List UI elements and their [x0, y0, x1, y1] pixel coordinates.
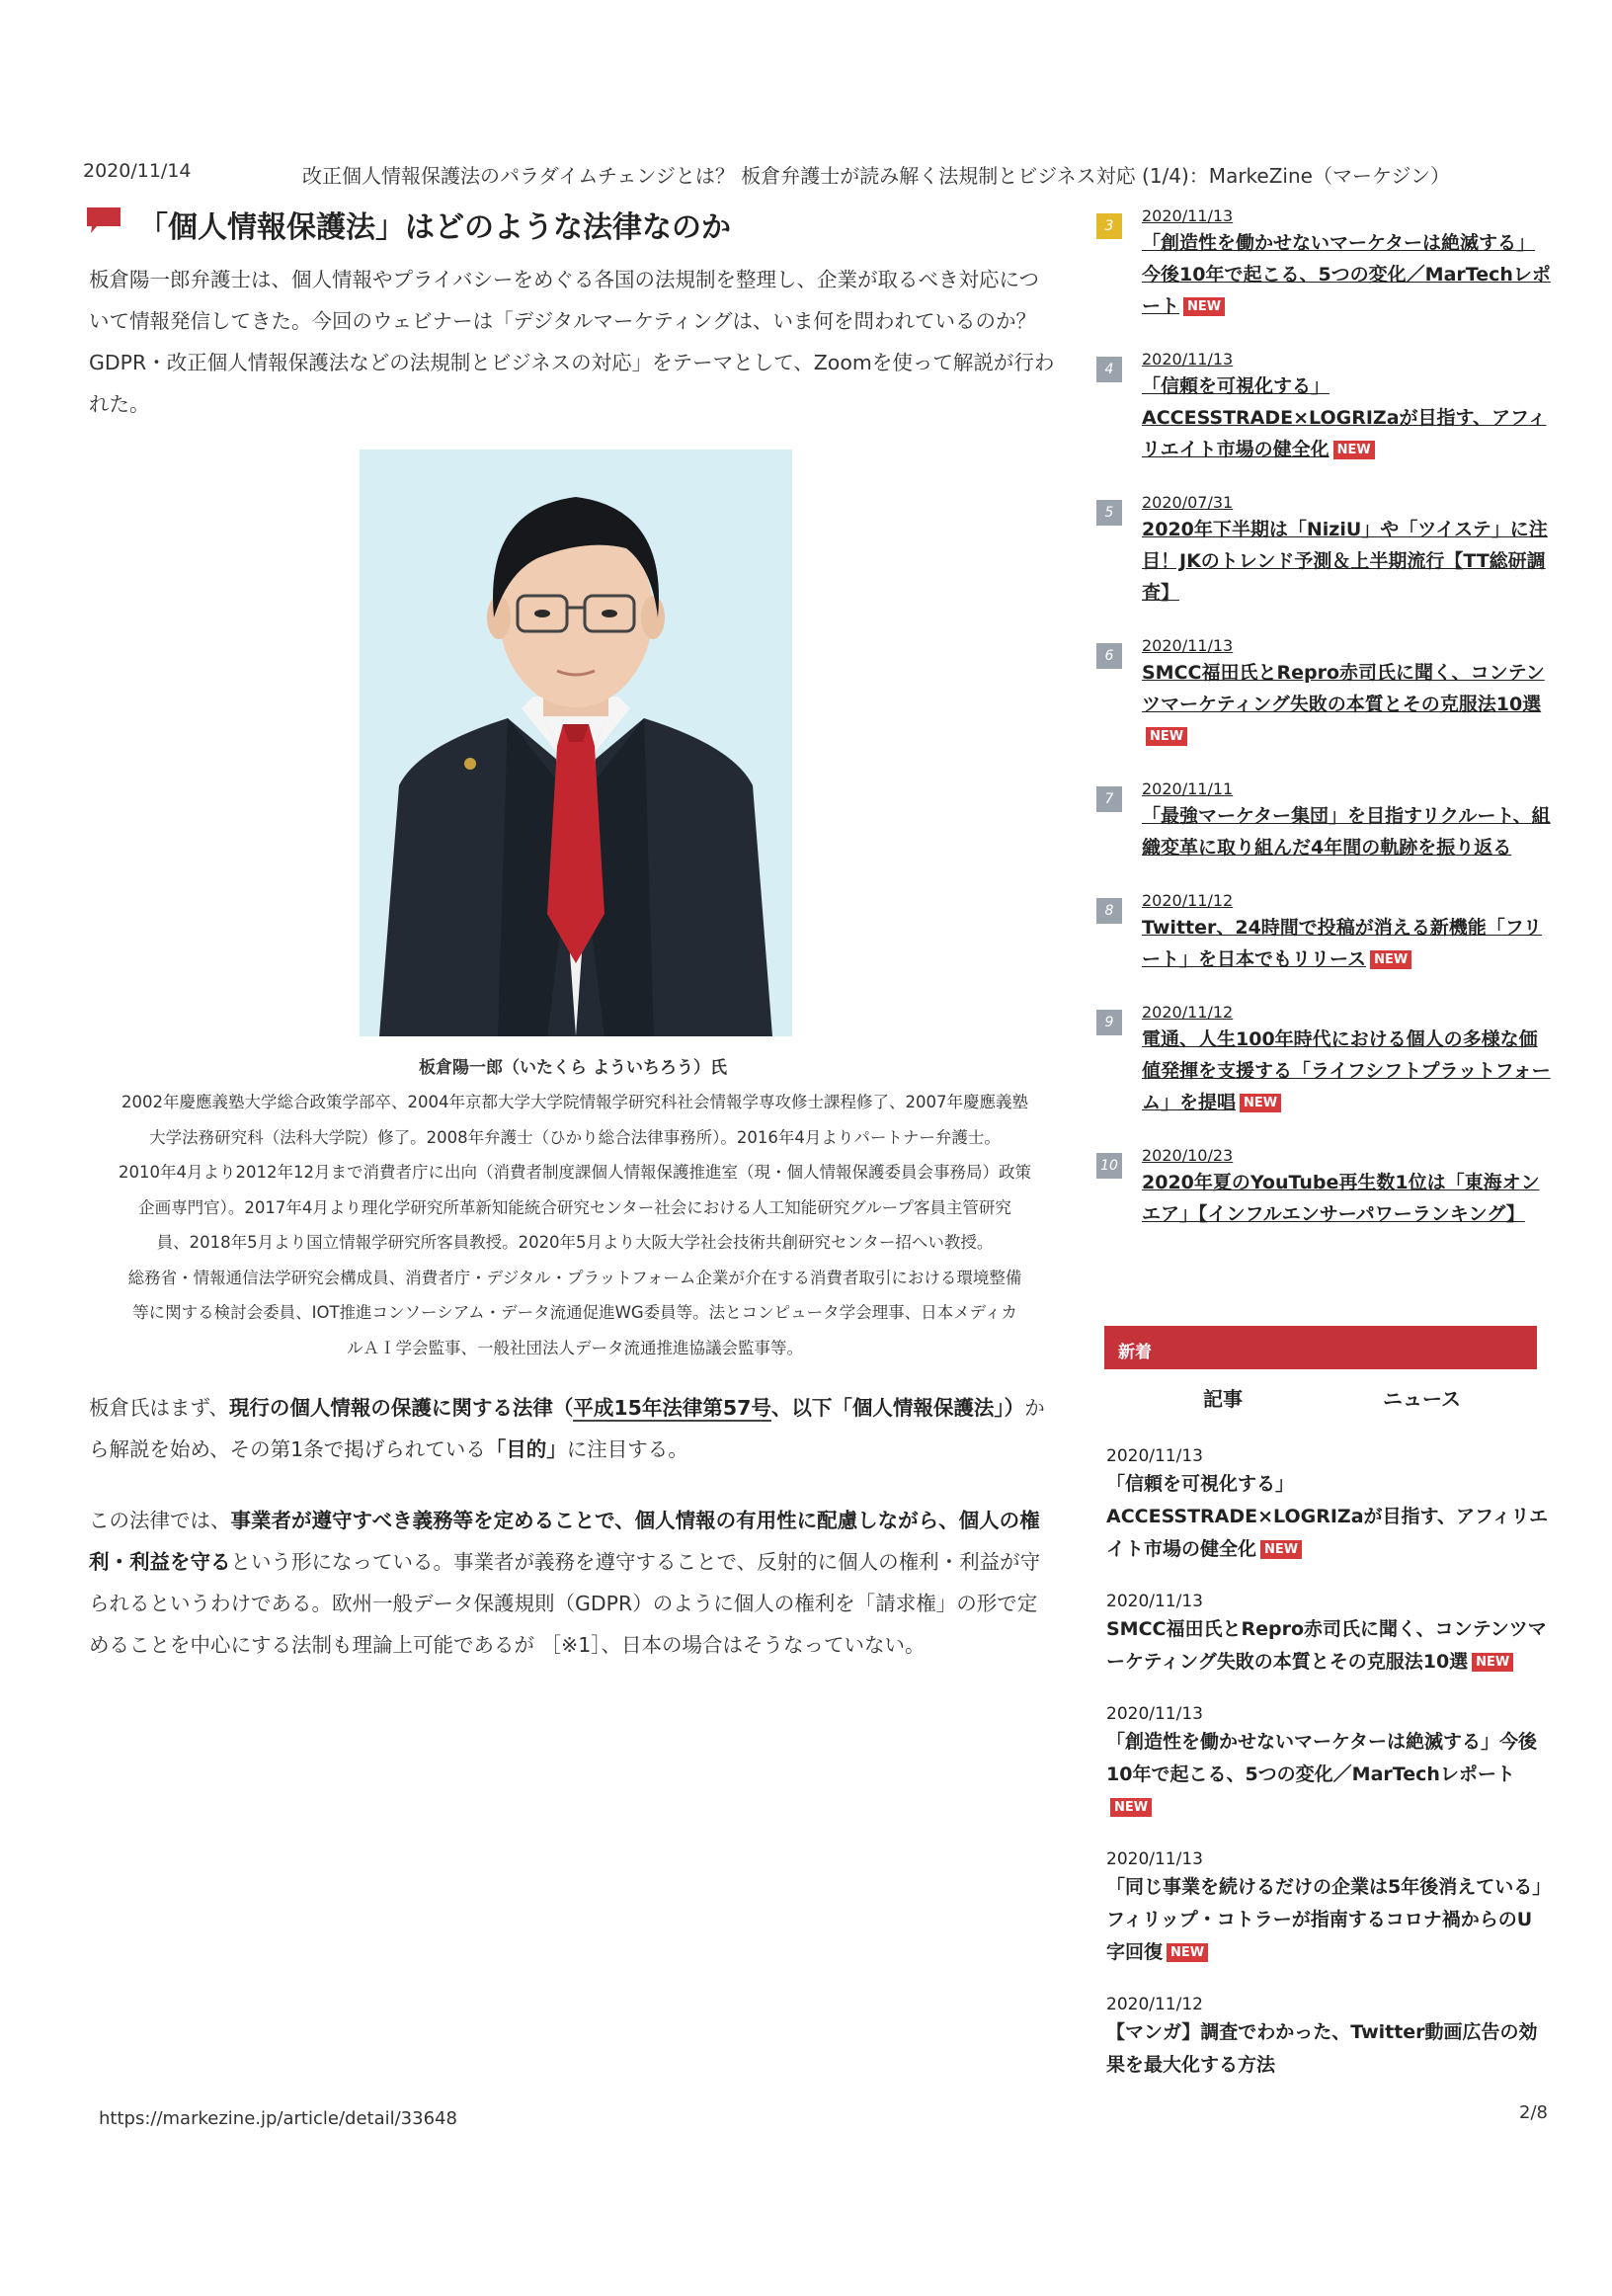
ranking-title-text: 2020年下半期は「NiziU」や「ツイステ」に注目！JKのトレンド予測＆上半期流行【TT総研調査】 — [1142, 519, 1548, 604]
emphasis-text: 「目的」 — [485, 1437, 567, 1461]
emphasis-text: 現行の個人情報の保護に関する法律（ — [228, 1396, 574, 1420]
ranking-title-link[interactable] — [1142, 657, 1551, 752]
ranking-date: 2020/10/23 — [1142, 1146, 1234, 1165]
new-badge: NEW — [1240, 1094, 1281, 1112]
ranking-item[interactable] — [1096, 779, 1551, 863]
ranking-item[interactable] — [1096, 492, 1551, 609]
text-run: から解説を始め、その第1条で掲げられている — [89, 1396, 1045, 1461]
ranking-title-link[interactable] — [1142, 514, 1551, 609]
new-article-item[interactable] — [1106, 1847, 1551, 1969]
article-intro: 板倉陽一郎弁護士は、個人情報やプライバシーをめぐる各国の法規制を整理し、企業が取るべき対応について情報発信してきた。今回のウェビナーは「デジタルマーケティングは、いま何を問われているのか？ GDPR・改正個人情報保護法などの法規制とビジネスの対応」をテーマとして、Zoomを使って解説が行われた。 — [89, 268, 1055, 416]
bio-line: 2002年慶應義塾大学総合政策学部卒、2004年京都大学大学院情報学研究科社会情報学専攻修士課程修了、2007年慶應義塾 — [121, 1093, 1028, 1111]
article-paragraph — [89, 1387, 1057, 1470]
emphasis-text: 、以下「個人情報保護法」） — [770, 1396, 1025, 1420]
ranking-title-text: SMCC福田氏とRepro赤司氏に聞く、コンテンツマーケティング失敗の本質とその克服法10選 — [1142, 662, 1545, 715]
new-badge: NEW — [1333, 441, 1375, 459]
new-section-tabs — [1116, 1375, 1531, 1421]
new-article-date: 2020/11/13 — [1106, 1849, 1203, 1869]
page-number: 2/8 — [1519, 2102, 1548, 2123]
new-badge: NEW — [1110, 1798, 1152, 1817]
tab-articles[interactable]: 記事 — [1203, 1387, 1243, 1411]
new-badge: NEW — [1146, 727, 1187, 746]
bio-line: 総務省・情報通信法学研究会構成員、消費者庁・デジタル・プラットフォーム企業が介在する消費者取引における環境整備 — [127, 1268, 1022, 1287]
ranking-list — [1096, 205, 1551, 1257]
new-article-item[interactable] — [1106, 1444, 1551, 1566]
tab-news[interactable]: ニュース — [1383, 1387, 1461, 1411]
ranking-date: 2020/11/13 — [1142, 636, 1234, 655]
new-section-header — [1104, 1326, 1537, 1369]
new-article-title-link[interactable] — [1106, 1613, 1551, 1679]
ranking-title-text: 「信頼を可視化する」ACCESSTRADE×LOGRIZaが目指す、アフィリエイト市場の健全化 — [1142, 375, 1547, 460]
new-badge: NEW — [1370, 950, 1411, 969]
ranking-title-text: 「創造性を働かせないマーケターは絶滅する」今後10年で起こる、5つの変化／MarTechレポート — [1142, 232, 1551, 317]
new-article-title-link[interactable] — [1106, 1726, 1551, 1824]
article-paragraph — [89, 1500, 1057, 1666]
bio-line: 企画専門官）。2017年4月より理化学研究所革新知能統合研究センター社会における人工知能研究グループ客員主管研究 — [138, 1197, 1011, 1217]
new-article-date: 2020/11/13 — [1106, 1592, 1203, 1611]
portrait-photo — [360, 450, 792, 1036]
new-article-title-text: 「創造性を働かせないマーケターは絶滅する」今後10年で起こる、5つの変化／MarTechレポート — [1106, 1731, 1538, 1785]
new-article-title-link[interactable] — [1106, 1468, 1551, 1566]
ranking-date: 2020/11/12 — [1142, 891, 1234, 910]
new-article-title-text: 「同じ事業を続けるだけの企業は5年後消えている」フィリップ・コトラーが指南するコロナ禍からのU字回復 — [1106, 1876, 1542, 1963]
new-badge: NEW — [1183, 297, 1225, 316]
ranking-title-text: 2020年夏のYouTube再生数1位は「東海オンエア」【インフルエンサーパワーランキング】 — [1142, 1172, 1540, 1225]
new-article-date: 2020/11/13 — [1106, 1704, 1203, 1724]
ranking-item[interactable] — [1096, 349, 1551, 465]
rank-number-badge: 9 — [1096, 1010, 1122, 1035]
ranking-title-link[interactable] — [1142, 1024, 1551, 1118]
text-run: 板倉氏はまず、 — [89, 1396, 229, 1420]
rank-number-badge: 5 — [1096, 500, 1122, 526]
new-badge: NEW — [1472, 1653, 1513, 1672]
new-article-item[interactable] — [1106, 1590, 1551, 1679]
new-article-title-link[interactable] — [1106, 2016, 1551, 2082]
rank-number-badge: 4 — [1096, 357, 1122, 382]
law-link[interactable]: 平成15年法律第57号 — [573, 1396, 771, 1420]
ranking-item[interactable] — [1096, 1145, 1551, 1230]
ranking-title-text: 電通、人生100年時代における個人の多様な価値発揮を支援する「ライフシフトプラットフォーム」を提唱 — [1142, 1028, 1551, 1113]
ranking-title-link[interactable] — [1142, 227, 1551, 322]
ranking-date: 2020/11/13 — [1142, 206, 1234, 225]
new-article-item[interactable] — [1106, 1993, 1551, 2082]
ranking-item[interactable] — [1096, 635, 1551, 752]
rank-number-badge: 7 — [1096, 786, 1122, 812]
new-article-item[interactable] — [1106, 1702, 1551, 1824]
new-article-date: 2020/11/12 — [1106, 1995, 1203, 2014]
new-article-title-text: SMCC福田氏とRepro赤司氏に聞く、コンテンツマーケティング失敗の本質とその克服法10選 — [1106, 1618, 1547, 1673]
print-date: 2020/11/14 — [83, 160, 192, 182]
profile-bio — [95, 1085, 1055, 1365]
bio-line: 大学法務研究科（法科大学院）修了。2008年弁護士（ひかり総合法律事務所）。2016年4月よりパートナー弁護士。 — [149, 1127, 1001, 1147]
bio-line: ルＡＩ学会監事、一般社団法人データ流通推進協議会監事等。 — [347, 1338, 803, 1357]
rank-number-badge: 8 — [1096, 898, 1122, 924]
new-article-title-text: 【マンガ】調査でわかった、Twitter動画広告の効果を最大化する方法 — [1106, 2021, 1538, 2076]
new-article-date: 2020/11/13 — [1106, 1446, 1203, 1466]
ranking-date: 2020/07/31 — [1142, 493, 1234, 512]
ranking-title-link[interactable] — [1142, 1167, 1551, 1230]
new-badge: NEW — [1167, 1943, 1208, 1962]
ranking-date: 2020/11/11 — [1142, 779, 1234, 798]
rank-number-badge: 6 — [1096, 643, 1122, 669]
rank-number-badge: 3 — [1096, 213, 1122, 239]
section-heading: 「個人情報保護法」はどのような法律なのか — [138, 210, 731, 245]
ranking-title-link[interactable] — [1142, 800, 1551, 863]
new-section-title: 新着 — [1118, 1343, 1152, 1362]
new-articles-list — [1106, 1444, 1551, 2105]
footer-url: https://markezine.jp/article/detail/33648 — [99, 2108, 457, 2129]
rank-number-badge: 10 — [1096, 1153, 1122, 1179]
ranking-item[interactable] — [1096, 890, 1551, 975]
photo-caption-name: 板倉陽一郎（いたくら よういちろう）氏 — [419, 1058, 727, 1078]
ranking-title-link[interactable] — [1142, 912, 1551, 975]
ranking-title-text: 「最強マーケター集団」を目指すリクルート、組織変革に取り組んだ4年間の軌跡を振り返る — [1142, 805, 1551, 859]
new-article-title-text: 「信頼を可視化する」ACCESSTRADE×LOGRIZaが目指す、アフィリエイト市場の健全化 — [1106, 1473, 1549, 1560]
new-article-title-link[interactable] — [1106, 1871, 1551, 1969]
speech-bubble-icon — [87, 207, 121, 233]
ranking-title-link[interactable] — [1142, 370, 1551, 465]
bio-line: 2010年4月より2012年12月まで消費者庁に出向（消費者制度課個人情報保護推進室（現・個人情報保護委員会事務局）政策 — [119, 1163, 1031, 1182]
ranking-item[interactable] — [1096, 1002, 1551, 1118]
ranking-item[interactable] — [1096, 205, 1551, 322]
print-page-title: 改正個人情報保護法のパラダイムチェンジとは？ 板倉弁護士が読み解く法規制とビジネス対応 (1/4)：MarkeZine（マーケジン） — [302, 164, 1451, 188]
new-badge: NEW — [1260, 1540, 1302, 1559]
text-run: という形になっている。事業者が義務を遵守することで、反射的に個人の権利・利益が守られるというわけである。欧州一般データ保護規則（GDPR）のように個人の権利を「請求権」の形で定めることを中心にする法制も理論上可能であるが ［※1］、日本の場合はそうなっていない。 — [89, 1550, 1041, 1657]
emphasis-text: 事業者が遵守すべき義務等を定めることで、個人情報の有用性に配慮しながら、個人の権利・利益を守る — [89, 1509, 1040, 1574]
text-run: この法律では、 — [89, 1509, 231, 1532]
bio-line: 員、2018年5月より国立情報学研究所客員教授。2020年5月より大阪大学社会技術共創研究センター招へい教授。 — [156, 1233, 994, 1252]
ranking-title-text: Twitter、24時間で投稿が消える新機能「フリート」を日本でもリリース — [1142, 917, 1543, 970]
text-run: に注目する。 — [566, 1437, 688, 1461]
bio-line: 等に関する検討会委員、IOT推進コンソーシアム・データ流通促進WG委員等。法とコンピュータ学会理事、日本メディカ — [132, 1303, 1017, 1322]
ranking-date: 2020/11/12 — [1142, 1003, 1234, 1022]
ranking-date: 2020/11/13 — [1142, 350, 1234, 369]
